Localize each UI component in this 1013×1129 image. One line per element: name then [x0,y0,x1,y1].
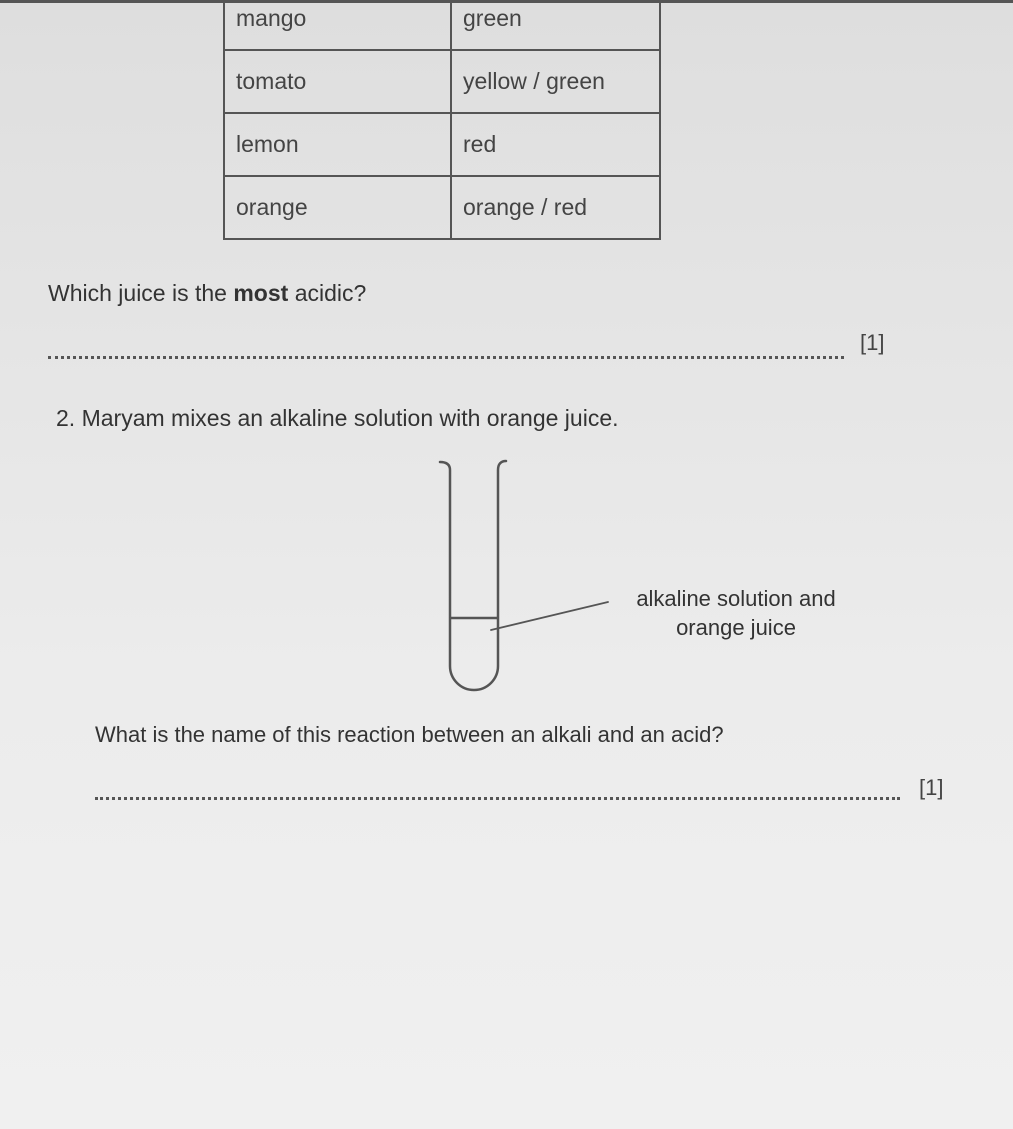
question-2-text: What is the name of this reaction between an alkali and an acid? [95,722,724,747]
diagram-label [622,584,850,642]
table-cell-colour: yellow / green [451,50,660,113]
question-2-number: 2. [56,405,76,431]
diagram-label-line-2: orange juice [676,615,796,640]
question-2-marks: [1] [919,775,944,800]
table-cell-colour: green [451,0,660,50]
table-cell-juice: lemon [224,113,451,176]
question-1-bold-word: most [233,280,289,306]
diagram-label-line-1: alkaline solution and [636,586,836,611]
table-cell-juice: orange [224,176,451,239]
table-cell-juice: mango [224,0,451,50]
test-tube-outline [440,461,506,690]
label-pointer-line [491,602,608,630]
table-cell-colour: orange / red [451,176,660,239]
question-1-prefix: Which juice is the [48,280,234,306]
question-2-intro-text: Maryam mixes an alkaline solution with orange juice. [81,405,619,431]
question-1-suffix: acidic? [288,280,367,306]
question-2-answer-line[interactable] [95,797,900,800]
table-cell-colour: red [451,113,660,176]
table-cell-juice: tomato [224,50,451,113]
question-1-marks: [1] [860,330,885,355]
